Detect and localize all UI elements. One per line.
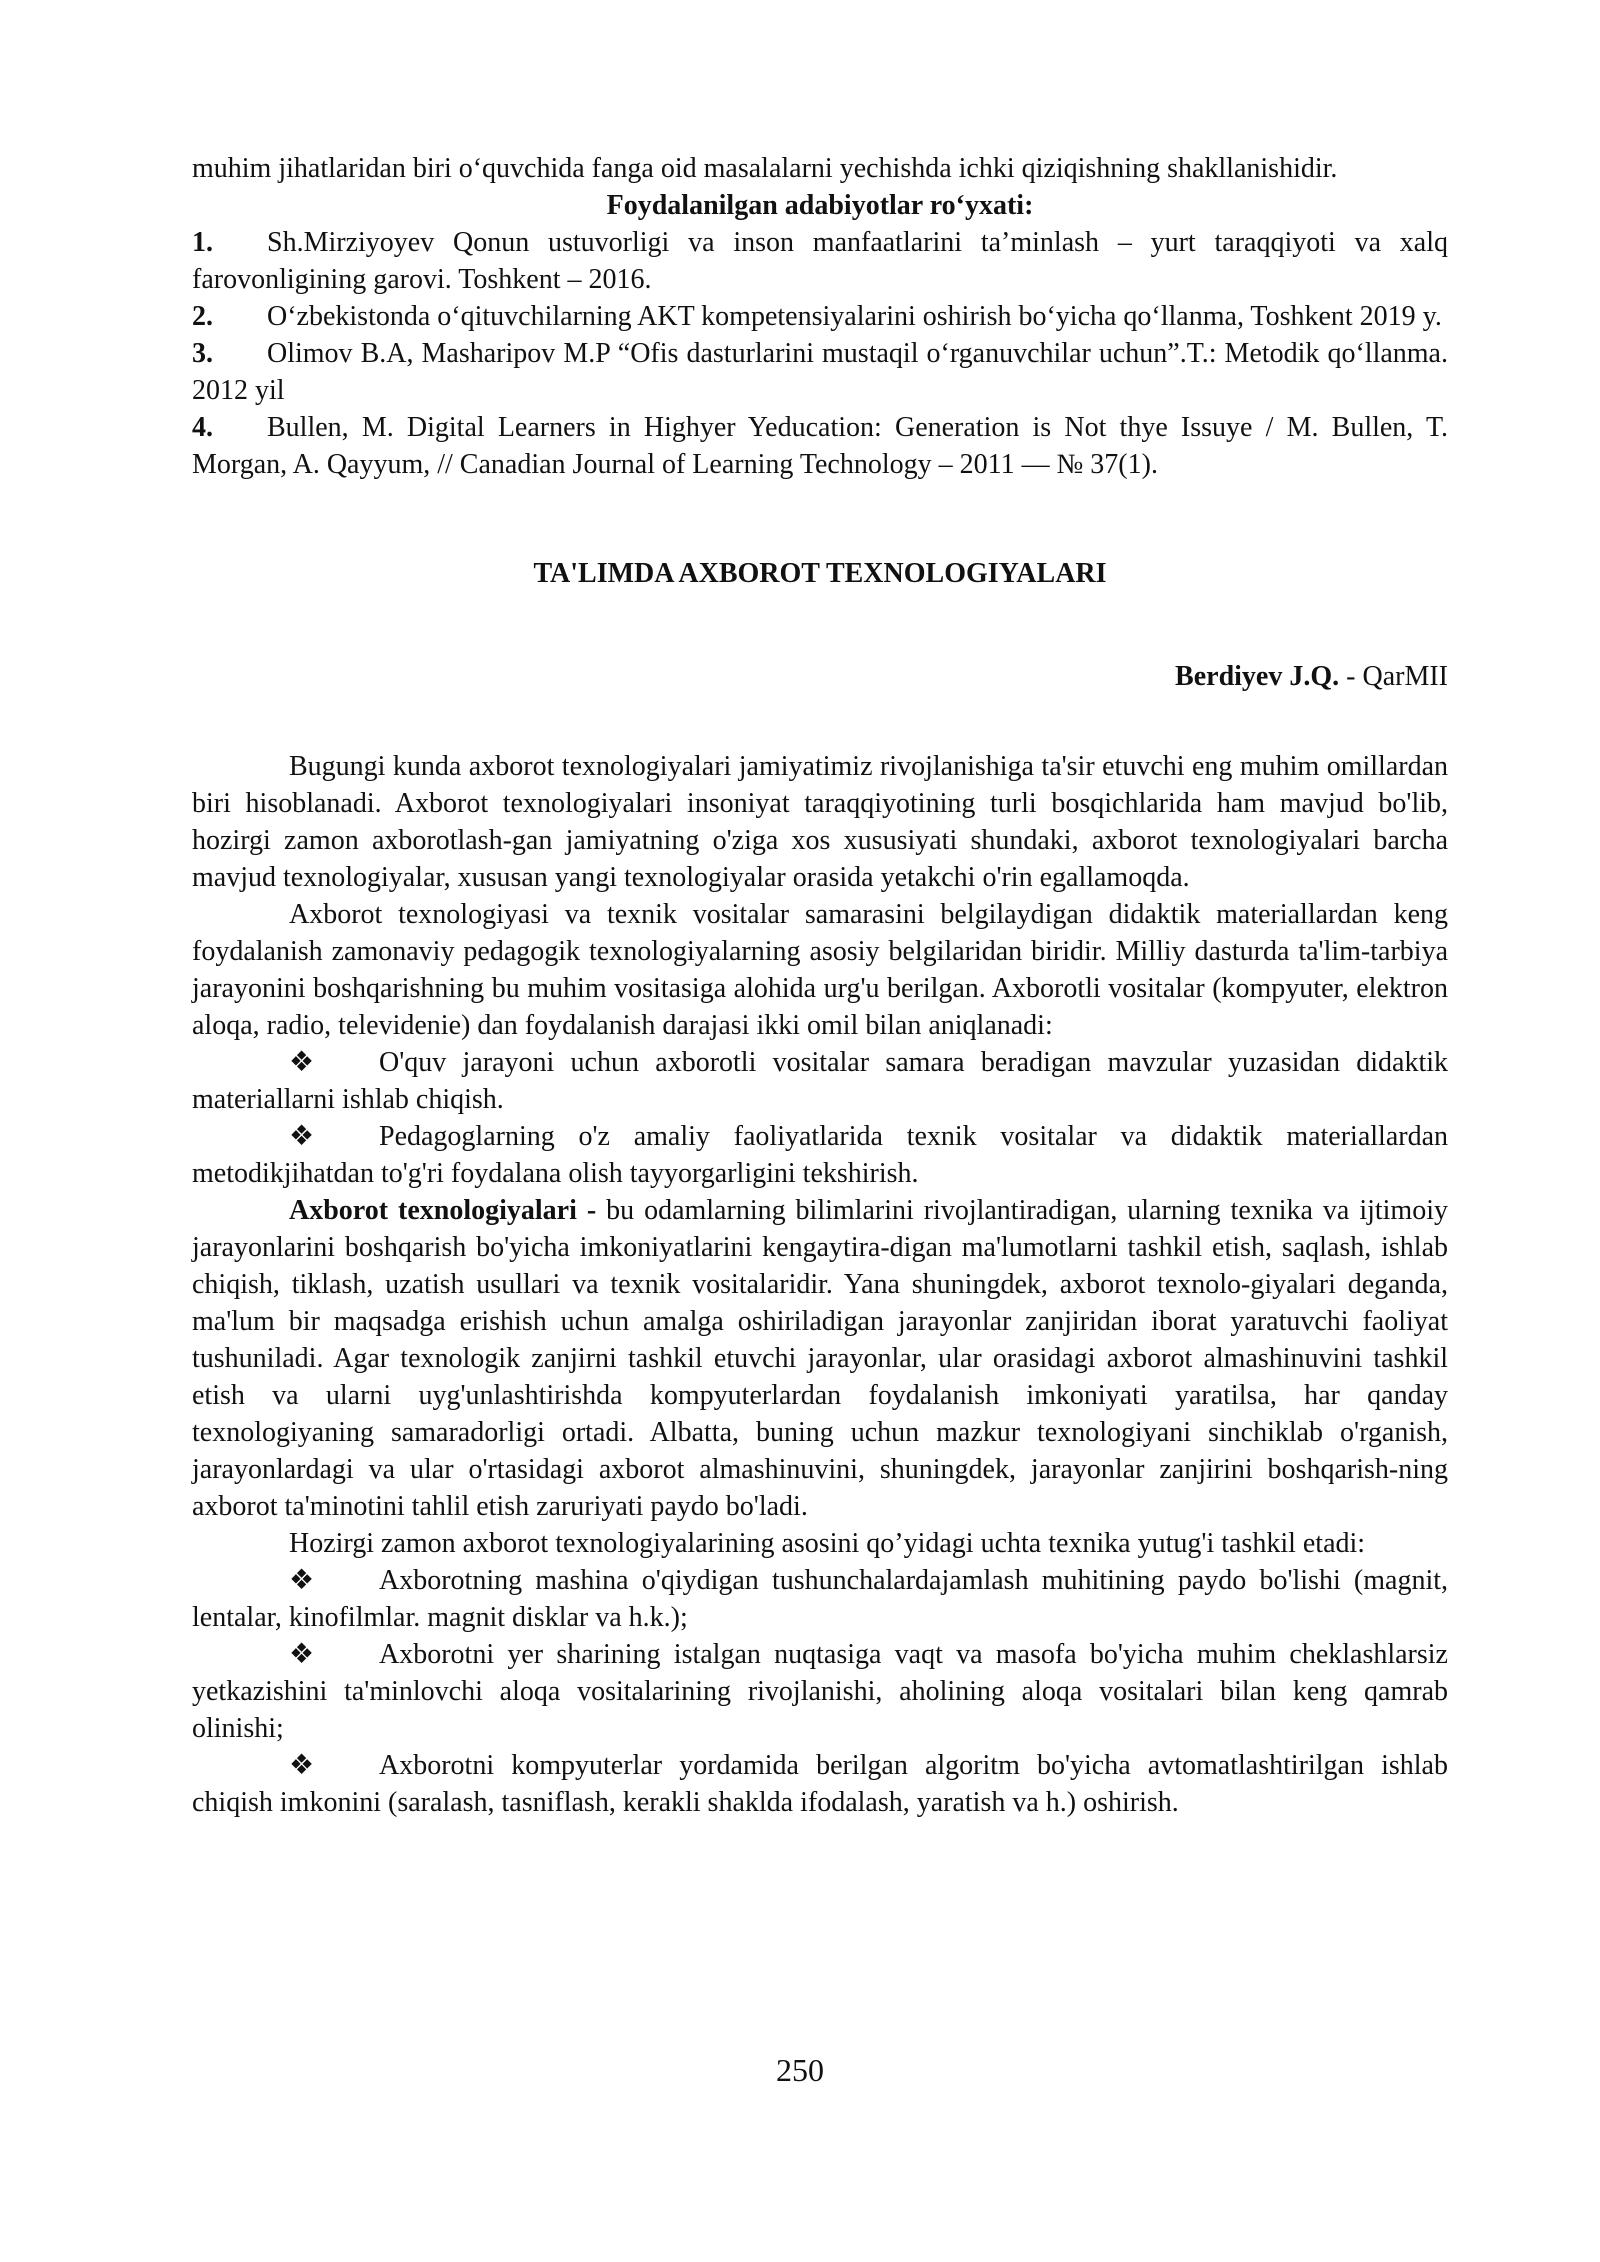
reference-text: Bullen, M. Digital Learners in Highyer Yeducation: Generation is Not thye Issuye / M. Bullen, T. Morgan, A. Qayyum, // Canadian Journal of Learning Technology – 2011 — № 37(1).: [192, 412, 1448, 480]
author-line: [192, 658, 1448, 695]
body-paragraph-1: Bugungi kunda axborot texnologiyalari jamiyatimiz rivojlanishiga ta'sir etuvchi eng muhim omillardan biri hisoblanadi. Axborot texnologiyalari insoniyat taraqqiyotining turli bosqichlarida ham mavjud bo'lib, hozirgi zamon axborotlash-gan jamiyatning o'ziga xos xususiyati shundaki, axborot texnologiyalari barcha mavjud texnologiyalar, xususan yangi texnologiyalar orasida yetakchi o'rin egallamoqda.: [192, 751, 1448, 893]
references-list: [192, 224, 1448, 483]
bullet-item: [192, 1044, 1448, 1118]
bullet-item: [192, 1118, 1448, 1192]
reference-number: 4.: [192, 412, 213, 443]
references-heading: Foydalanilgan adabiyotlar ro‘yxati:: [606, 190, 1034, 221]
diamond-bullet-icon: ❖: [289, 1639, 315, 1670]
page-content: [192, 150, 1448, 1821]
body-paragraph-2: Axborot texnologiyasi va texnik vositalar samarasini belgilaydigan didaktik materiallardan keng foydalanish zamonaviy pedagogik texnologiyalarning asosiy belgilaridan biridir. Milliy dasturda ta'lim-tarbiya jarayonini boshqarishning bu muhim vositasiga alohida urg'u berilgan. Axborotli vositalar (kompyuter, elektron aloqa, radio, televidenie) dan foydalanish darajasi ikki omil bilan aniqlanadi:: [192, 899, 1448, 1041]
diamond-bullet-icon: ❖: [289, 1047, 315, 1078]
bullet-text: Axborotni kompyuterlar yordamida berilgan algoritm bo'yicha avtomatlashtirilgan ishlab chiqish imkonini (saralash, tasniflash, kerakli shaklda ifodalash, yaratish va h.) oshirish.: [192, 1750, 1448, 1818]
page-number: 250: [776, 2052, 824, 2088]
bullet-text: Axborotning mashina o'qiydigan tushunchalardajamlash muhitining paydo bo'lishi (magnit, lentalar, kinofilmlar. magnit disklar va h.k.);: [192, 1565, 1448, 1633]
bullet-item: [192, 1636, 1448, 1747]
body-paragraph-3: [192, 1192, 1448, 1525]
diamond-bullet-icon: ❖: [289, 1565, 315, 1596]
reference-item: [192, 224, 1448, 298]
reference-text: Olimov B.A, Masharipov M.P “Ofis dasturlarini mustaqil o‘rganuvchilar uchun”.T.: Metodik qo‘llanma. 2012 yil: [192, 338, 1448, 406]
bullet-text: Pedagoglarning o'z amaliy faoliyatlarida texnik vositalar va didaktik materiallardan metodikjihatdan to'g'ri foydalana olish tayyorgarligini tekshirish.: [192, 1121, 1448, 1189]
author-separator: -: [1339, 661, 1363, 692]
reference-item: [192, 409, 1448, 483]
author-affiliation: QarMII: [1362, 661, 1448, 692]
diamond-bullet-icon: ❖: [289, 1121, 315, 1152]
reference-item: [192, 298, 1448, 335]
body-paragraph-4: Hozirgi zamon axborot texnologiyalarining asosini qo’yidagi uchta texnika yutug'i tashkil etadi:: [289, 1528, 1366, 1559]
bullet-item: [192, 1747, 1448, 1821]
defined-term: Axborot texnologiyalari -: [289, 1195, 597, 1226]
reference-text: Sh.Mirziyoyev Qonun ustuvorligi va inson manfaatlarini ta’minlash – yurt taraqqiyoti va xalq farovonligining garovi. Toshkent – 2016.: [192, 227, 1448, 295]
bullet-item: [192, 1562, 1448, 1636]
bullet-text: Axborotni yer sharining istalgan nuqtasiga vaqt va masofa bo'yicha muhim cheklashlarsiz yetkazishini ta'minlovchi aloqa vositalarining rivojlanishi, aholining aloqa vositalari bilan keng qamrab olinishi;: [192, 1639, 1448, 1744]
diamond-bullet-icon: ❖: [289, 1750, 315, 1781]
article-title: TA'LIMDA AXBOROT TEXNOLOGIYALARI: [533, 558, 1107, 589]
bullet-text: O'quv jarayoni uchun axborotli vositalar samara beradigan mavzular yuzasidan didaktik materiallarni ishlab chiqish.: [192, 1047, 1448, 1115]
author-name: Berdiyev J.Q.: [1175, 661, 1340, 692]
reference-item: [192, 335, 1448, 409]
reference-number: 1.: [192, 227, 213, 258]
reference-number: 3.: [192, 338, 213, 369]
reference-number: 2.: [192, 301, 213, 332]
intro-paragraph-tail: muhim jihatlaridan biri o‘quvchida fanga oid masalalarni yechishda ichki qiziqishning shakllanishidir.: [192, 153, 1338, 184]
reference-text: O‘zbekistonda o‘qituvchilarning AKT kompetensiyalarini oshirish bo‘yicha qo‘llanma, Toshkent 2019 y.: [267, 301, 1442, 332]
definition-text: bu odamlarning bilimlarini rivojlantiradigan, ularning texnika va ijtimoiy jarayonlarini boshqarish bo'yicha imkoniyatlarini kengaytira-digan ma'lumotlarni tashkil etish, saqlash, ishlab chiqish, tiklash, uzatish usullari va texnik vositalaridir. Yana shuningdek, axborot texnolo-giyalari deganda, ma'lum bir maqsadga erishish uchun amalga oshiriladigan jarayonlar zanjiridan iborat yaratuvchi faoliyat tushuniladi. Agar texnologik zanjirni tashkil etuvchi jarayonlar, ular orasidagi axborot almashinuvini tashkil etish va ularni uyg'unlashtirishda kompyuterlardan foydalanish imkoniyati yaratilsa, har qanday texnologiyaning samaradorligi ortadi. Albatta, buning uchun mazkur texnologiyani sinchiklab o'rganish, jarayonlardagi va ular o'rtasidagi axborot almashinuvini, shuningdek, jarayonlar zanjirini boshqarish-ning axborot ta'minotini tahlil etish zaruriyati paydo bo'ladi.: [192, 1195, 1448, 1522]
